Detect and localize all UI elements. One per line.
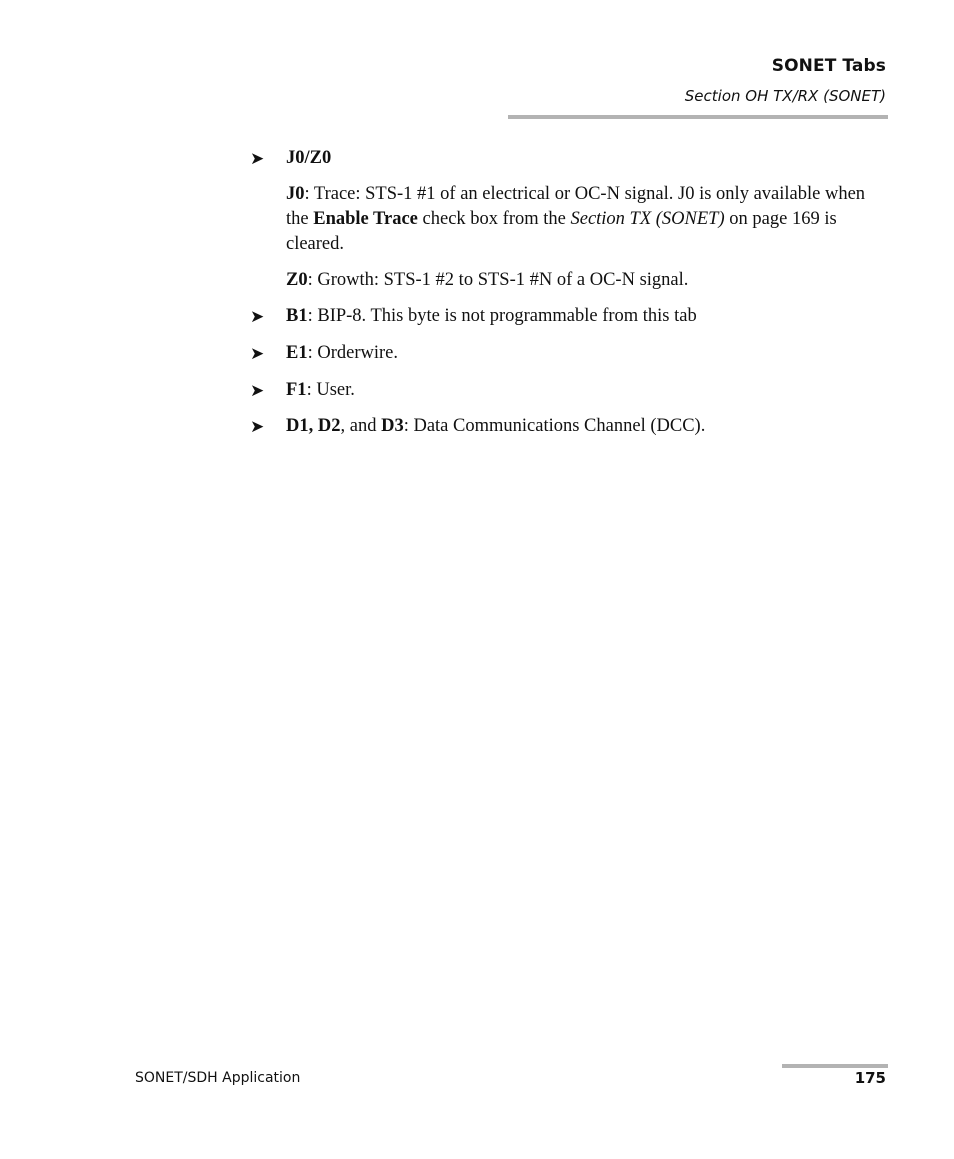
j0z0-heading: J0/Z0: [286, 148, 332, 168]
dcc-term-2: D3: [381, 416, 404, 436]
bullet-item-j0z0: [250, 146, 890, 171]
j0-term: J0: [286, 184, 305, 204]
e1-term: E1: [286, 343, 308, 363]
j0-text-1: : Trace: STS-1 #1 of an electrical or OC-N signal. J0 is only available when the: [286, 184, 866, 229]
header-subtitle: Section OH TX/RX (SONET): [684, 87, 886, 105]
footer-page-number: 175: [854, 1069, 886, 1087]
page-content: [250, 146, 890, 439]
dcc-term-1: D1, D2: [286, 416, 341, 436]
bullet-arrow-icon: ➤: [250, 149, 265, 169]
f1-term: F1: [286, 380, 307, 400]
b1-term: B1: [286, 306, 308, 326]
z0-term: Z0: [286, 270, 308, 290]
bullet-item-e1: [250, 341, 890, 366]
z0-text: : Growth: STS-1 #2 to STS-1 #N of a OC-N signal.: [307, 270, 689, 290]
bullet-item-f1: [250, 378, 890, 403]
footer-document-title: SONET/SDH Application: [135, 1070, 301, 1086]
header-title: SONET Tabs: [771, 56, 886, 76]
bullet-arrow-icon: ➤: [250, 307, 265, 327]
j0-text-2: check box from the: [417, 209, 571, 229]
dcc-text-1: , and: [340, 416, 382, 436]
enable-trace-label: Enable Trace: [313, 209, 418, 229]
j0-text-3: on page 169 is cleared.: [286, 209, 837, 254]
b1-text: : BIP-8. This byte is not programmable from this tab: [307, 306, 697, 326]
bullet-item-b1: [250, 304, 890, 329]
header-rule: [508, 115, 888, 119]
bullet-arrow-icon: ➤: [250, 381, 265, 401]
dcc-text-2: : Data Communications Channel (DCC).: [403, 416, 706, 436]
footer-rule: [782, 1064, 888, 1068]
e1-text: : Orderwire.: [307, 343, 398, 363]
f1-text: : User.: [306, 380, 355, 400]
z0-description: [250, 268, 890, 293]
bullet-arrow-icon: ➤: [250, 344, 265, 364]
bullet-arrow-icon: ➤: [250, 417, 265, 437]
section-tx-link[interactable]: Section TX (SONET): [570, 209, 725, 229]
j0-description: [250, 182, 890, 257]
bullet-item-dcc: [250, 414, 890, 439]
